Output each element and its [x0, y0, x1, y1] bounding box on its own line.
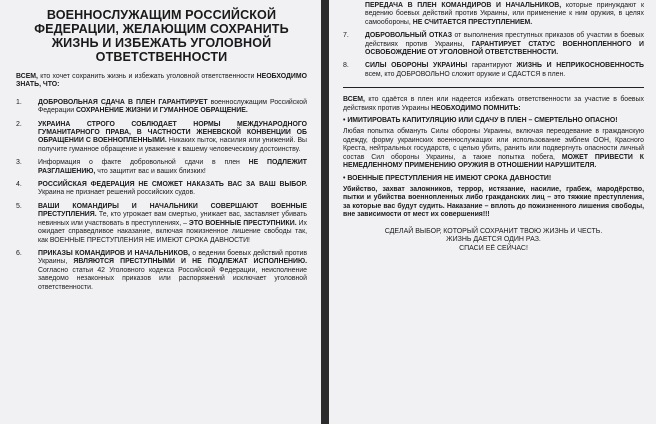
- intro-paragraph: [16, 73, 307, 90]
- item-number: 4.: [16, 181, 22, 189]
- closing-line: СДЕЛАЙ ВЫБОР, КОТОРЫЙ СОХРАНИТ ТВОЮ ЖИЗНЬ И ЧЕСТЬ.: [384, 227, 603, 235]
- item-text: [38, 181, 307, 198]
- list-item: [343, 32, 644, 57]
- item-text: [365, 32, 644, 57]
- item-plain: от выполнения преступных приказов об участии в боевых действиях против Украины,: [365, 32, 644, 48]
- item-number: 5.: [16, 202, 22, 210]
- reminder-paragraph: [343, 96, 644, 113]
- page-divider: [321, 0, 329, 424]
- item-bold: ВАШИ КОМАНДИРЫ И НАЧАЛЬНИКИ СОВЕРШАЮТ ВОЕННЫЕ ПРЕСТУПЛЕНИЯ.: [38, 202, 307, 219]
- leaflet-left-page: [0, 0, 321, 424]
- item-plain: о ведении боевых действий против Украины,: [38, 249, 307, 266]
- paragraph-plain: Любая попытка обмануть Силы обороны Украины, включая переодевание в гражданскую одежду, форму украинских военнослужащих или использование эмблем ООН, Красного Креста, нейтральных государств, с целью убить, ранить или подвергнуть опасности личный состав Сил обороны Украины, а также попытка побега,: [343, 128, 644, 161]
- warning-bullet: • ВОЕННЫЕ ПРЕСТУПЛЕНИЯ НЕ ИМЕЮТ СРОКА ДАВНОСТИ!: [343, 174, 552, 182]
- item-plain: Информация о факте добровольной сдачи в плен: [38, 159, 249, 167]
- item-plain: всем, кто ДОБРОВОЛЬНО сложит оружие и СДАСТСЯ в плен.: [365, 70, 566, 78]
- item-bold: НЕ ПОДЛЕЖИТ РАЗГЛАШЕНИЮ,: [38, 159, 308, 175]
- item-bold: ЯВЛЯЮТСЯ ПРЕСТУПНЫМИ И НЕ ПОДЛЕЖАТ ИСПОЛНЕНИЮ.: [73, 258, 307, 266]
- item-plain: Украина не признает решений российских судов.: [38, 189, 196, 197]
- item-plain: Согласно статьи 42 Уголовного кодекса Российской Федерации, неисполнение заведомо незаконных приказов или распоряжений исключает уголовной ответственности.: [38, 266, 307, 291]
- item-plain: что защитит вас и ваших близких!: [95, 167, 206, 175]
- list-item: [16, 121, 307, 155]
- item-plain: Те, кто угрожает вам смертью, унижает вас, заставляет убивать невинных или участвовать в преступлениях, –: [38, 211, 307, 227]
- item-text: [38, 99, 307, 116]
- reminder-emphasis: НЕОБХОДИМО ПОМНИТЬ:: [431, 104, 521, 112]
- reminder-lead: ВСЕМ,: [343, 96, 365, 104]
- item-bold: ЖИЗНЬ И НЕПРИКОСНОВЕННОСТЬ: [516, 62, 645, 70]
- intro-lead: ВСЕМ,: [16, 73, 38, 80]
- item-text: [365, 62, 644, 79]
- item-bold: ГАРАНТИРУЕТ СТАТУС ВОЕННОПЛЕННОГО И ОСВОБОЖДЕНИЕ ОТ УГОЛОВНОЙ ОТВЕТСТВЕННОСТИ.: [365, 40, 644, 57]
- crimes-paragraph: Убийство, захват заложников, террор, истязание, насилие, грабеж, мародёрство, пытки и убийства военнопленных либо гражданских лиц – это тяжкие преступления, за которые вас будут судить. Наказание – вплоть до пожизненного лишения свободы, вне зависимости от мест их совершения!!!: [343, 185, 644, 219]
- item-bold: РОССИЙСКАЯ ФЕДЕРАЦИЯ НЕ СМОЖЕТ НАКАЗАТЬ ВАС ЗА ВАШ ВЫБОР.: [38, 181, 307, 189]
- item-text: [38, 203, 307, 245]
- item-number: 8.: [343, 62, 349, 70]
- item-bold: ЭТО ВОЕННЫЕ ПРЕСТУПНИКИ.: [188, 219, 297, 227]
- leaflet-right-page: [329, 0, 656, 424]
- list-item: [16, 250, 307, 292]
- item-bold: ДОБРОВОЛЬНЫЙ ОТКАЗ: [365, 32, 453, 40]
- intro-text: кто хочет сохранить жизнь и избежать уголовной ответственности: [37, 73, 257, 80]
- reminder-text: кто сдаётся в плен или надеется избежать ответственности за участие в боевых действиях против Украины: [343, 96, 644, 112]
- paragraph-bold: МОЖЕТ ПРИВЕСТИ К НЕМЕДЛЕННОМУ ПРИМЕНЕНИЮ ОРУЖИЯ В ОТНОШЕНИИ НАРУШИТЕЛЯ.: [343, 153, 644, 170]
- item-bold: СОХРАНЕНИЕ ЖИЗНИ И ГУМАННОЕ ОБРАЩЕНИЕ.: [76, 107, 248, 115]
- item-number: 6.: [16, 249, 22, 257]
- item-text: [365, 2, 644, 27]
- item-bold: ДОБРОВОЛЬНАЯ СДАЧА В ПЛЕН ГАРАНТИРУЕТ: [38, 98, 208, 106]
- item-bold: УКРАИНА СТРОГО СОБЛЮДАЕТ НОРМЫ МЕЖДУНАРОДНОГО ГУМАНИТАРНОГО ПРАВА, В ЧАСТНОСТИ ЖЕНЕВСКОЙ КОНВЕНЦИИ ОБ ОБРАЩЕНИИ С ВОЕННОПЛЕННЫМИ.: [38, 120, 307, 145]
- closing-slogan: [343, 228, 644, 254]
- item-number: 7.: [343, 32, 349, 40]
- leaflet-title: ВОЕННОСЛУЖАЩИМ РОССИЙСКОЙ ФЕДЕРАЦИИ, ЖЕЛАЮЩИМ СОХРАНИТЬ ЖИЗНЬ И ИЗБЕЖАТЬ УГОЛОВНОЙ ОТВЕТСТВЕННОСТИ: [34, 8, 289, 64]
- warning-bullet: • ИМИТИРОВАТЬ КАПИТУЛЯЦИЮ ИЛИ СДАЧУ В ПЛЕН – СМЕРТЕЛЬНО ОПАСНО!: [343, 117, 618, 125]
- item-number-spacer: [343, 2, 365, 27]
- item-plain: гарантируют: [467, 62, 517, 70]
- list-item: [16, 159, 307, 176]
- item-number: 3.: [16, 159, 22, 167]
- item-bold: НЕ СЧИТАЕТСЯ ПРЕСТУПЛЕНИЕМ.: [412, 18, 533, 26]
- closing-line: СПАСИ ЕЁ СЕЙЧАС!: [459, 244, 528, 252]
- item-text: [38, 159, 307, 176]
- deception-paragraph: [343, 128, 644, 170]
- item-plain: которые принуждают к ведению боевых действий против Украины, или применение к ним оружия, в целях самообороны,: [365, 2, 644, 26]
- section-divider: [343, 87, 644, 88]
- list-item: [16, 181, 307, 198]
- item-plain: военнослужащим Российской Федерации: [38, 98, 307, 115]
- list-item-continued: [343, 2, 644, 27]
- item-number: 2.: [16, 120, 22, 128]
- item-bold: ПРИКАЗЫ КОМАНДИРОВ И НАЧАЛЬНИКОВ,: [38, 249, 190, 257]
- closing-line: ЖИЗНЬ ДАЕТСЯ ОДИН РАЗ.: [446, 236, 541, 244]
- list-item: [343, 62, 644, 79]
- item-bold: СИЛЫ ОБОРОНЫ УКРАИНЫ: [365, 62, 468, 70]
- item-text: [38, 250, 307, 292]
- intro-emphasis: НЕОБХОДИМО ЗНАТЬ, ЧТО:: [16, 73, 307, 89]
- item-plain: Никаких пыток, насилия или унижений. Вы получите гуманное обращение и уважение к вашему человеческому достоинству.: [38, 137, 307, 153]
- item-bold: ПЕРЕДАЧА В ПЛЕН КОМАНДИРОВ И НАЧАЛЬНИКОВ,: [365, 2, 562, 9]
- item-text: [38, 121, 307, 155]
- list-item: [16, 99, 307, 116]
- item-plain: Их ожидает справедливое наказание, включая пожизненное лишение свободы так, как ВОЕННЫЕ ПРЕСТУПЛЕНИЯ НЕ ИМЕЮТ СРОКА ДАВНОСТИ!: [38, 219, 307, 244]
- item-number: 1.: [16, 98, 22, 106]
- list-item: [16, 203, 307, 245]
